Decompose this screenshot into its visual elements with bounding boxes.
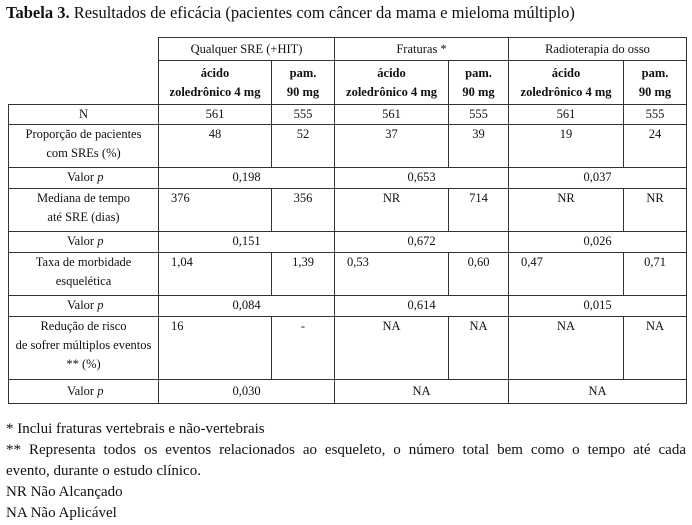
table-cell: 0,672 — [335, 232, 509, 253]
table-cell: NA — [335, 317, 449, 380]
table-row-proporcao — [9, 125, 687, 168]
table-cell: 0,60 — [449, 253, 509, 296]
table-cell: 48 — [159, 125, 272, 168]
table-row-valor-p — [9, 296, 687, 317]
footnote: NA Não Aplicável — [6, 505, 117, 521]
corner-cell — [9, 61, 159, 105]
subheader-pam: pam. 90 mg — [624, 61, 687, 105]
footnote: evento, durante o estudo clínico. — [6, 463, 201, 479]
table-cell: 0,084 — [159, 296, 335, 317]
table-cell: 0,614 — [335, 296, 509, 317]
table-caption — [6, 3, 575, 23]
footnotes — [6, 419, 686, 524]
table-cell: NA — [335, 380, 509, 404]
table-cell: 555 — [624, 105, 687, 125]
footnote: * Inclui fraturas vertebrais e não-vertebrais — [6, 421, 265, 437]
table-cell: 52 — [272, 125, 335, 168]
table-cell: NR — [624, 189, 687, 232]
table-cell: 0,037 — [509, 168, 687, 189]
table-row-valor-p — [9, 380, 687, 404]
table-row-mediana — [9, 189, 687, 232]
table-cell: 0,71 — [624, 253, 687, 296]
table-cell: 1,04 — [159, 253, 272, 296]
row-label: Taxa de morbidade esquelética — [9, 253, 159, 296]
table-cell: 0,653 — [335, 168, 509, 189]
table-cell: 19 — [509, 125, 624, 168]
subheader-zol: ácido zoledrônico 4 mg — [509, 61, 624, 105]
row-label: Valor p — [9, 296, 159, 317]
table-cell: NA — [624, 317, 687, 380]
table-caption-label: Tabela 3. — [6, 3, 70, 22]
table-cell: 0,151 — [159, 232, 335, 253]
row-label: Valor p — [9, 232, 159, 253]
table-cell: 0,015 — [509, 296, 687, 317]
table-cell: - — [272, 317, 335, 380]
subheader-pam: pam. 90 mg — [449, 61, 509, 105]
subheader-pam: pam. 90 mg — [272, 61, 335, 105]
footnote: NR Não Alcançado — [6, 484, 123, 500]
row-label: Valor p — [9, 168, 159, 189]
row-label: Mediana de tempo até SRE (dias) — [9, 189, 159, 232]
row-label: N — [9, 105, 159, 125]
table-cell: 0,47 — [509, 253, 624, 296]
table-row-n — [9, 105, 687, 125]
table-cell: 714 — [449, 189, 509, 232]
subheader-zol: ácido zoledrônico 4 mg — [159, 61, 272, 105]
corner-cell — [9, 38, 159, 61]
row-label: Proporção de pacientes com SREs (%) — [9, 125, 159, 168]
row-label: Valor p — [9, 380, 159, 404]
table-cell: 24 — [624, 125, 687, 168]
table-cell: 561 — [509, 105, 624, 125]
table-cell: 555 — [449, 105, 509, 125]
table-cell: NR — [509, 189, 624, 232]
table-cell: 0,53 — [335, 253, 449, 296]
subheader-zol: ácido zoledrônico 4 mg — [335, 61, 449, 105]
table-cell: NA — [449, 317, 509, 380]
table-cell: NR — [335, 189, 449, 232]
table-cell: 356 — [272, 189, 335, 232]
table-row-valor-p — [9, 168, 687, 189]
table-caption-text: Resultados de eficácia (pacientes com câncer da mama e mieloma múltiplo) — [73, 3, 575, 22]
table-cell: 0,026 — [509, 232, 687, 253]
table-cell: 37 — [335, 125, 449, 168]
table-cell: 376 — [159, 189, 272, 232]
table-cell: 561 — [159, 105, 272, 125]
table-row-taxa — [9, 253, 687, 296]
table-cell: 39 — [449, 125, 509, 168]
footnote: ** Representa todos os eventos relacionados ao esqueleto, o número total bem como o tempo até cada — [6, 442, 686, 458]
table-cell: NA — [509, 317, 624, 380]
table-cell: 1,39 — [272, 253, 335, 296]
table-cell: 16 — [159, 317, 272, 380]
row-label: Redução de risco de sofrer múltiplos eventos ** (%) — [9, 317, 159, 380]
table-cell: 561 — [335, 105, 449, 125]
group-header-fraturas: Fraturas * — [335, 38, 509, 61]
table-row-reducao — [9, 317, 687, 380]
efficacy-table — [8, 37, 687, 404]
table-cell: 0,030 — [159, 380, 335, 404]
table-cell: NA — [509, 380, 687, 404]
group-header-sre: Qualquer SRE (+HIT) — [159, 38, 335, 61]
table-cell: 0,198 — [159, 168, 335, 189]
table-row-valor-p — [9, 232, 687, 253]
group-header-radioterapia: Radioterapia do osso — [509, 38, 687, 61]
table-cell: 555 — [272, 105, 335, 125]
